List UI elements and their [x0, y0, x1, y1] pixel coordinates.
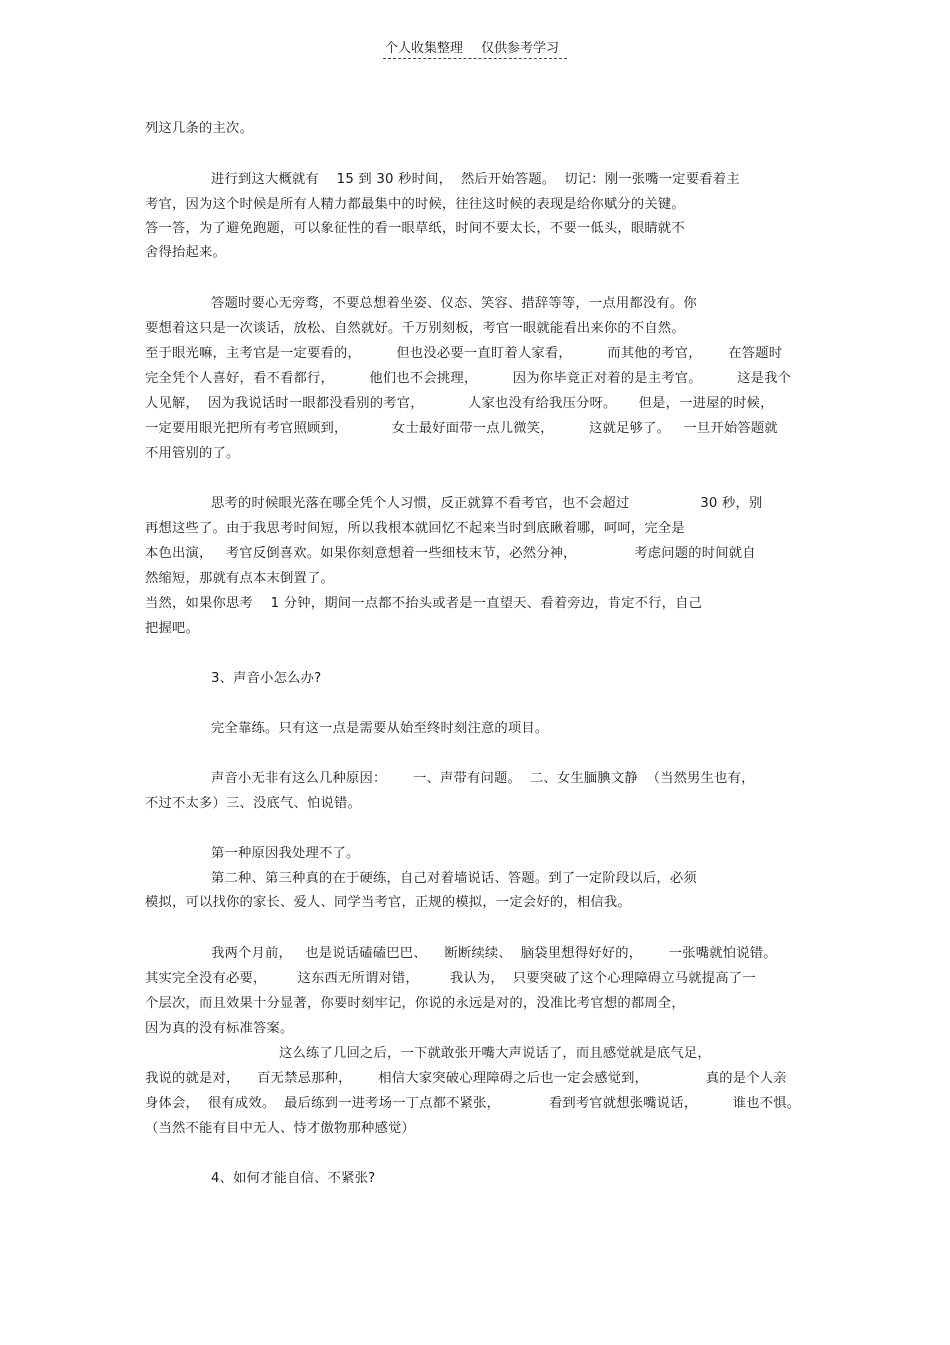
header-left-text: 个人收集整理: [385, 41, 464, 56]
header-right-text: 仅供参考学习: [481, 41, 560, 56]
section-heading: 3、声音小怎么办?: [211, 671, 322, 686]
text-line: 人见解， 因为我说话时一眼都没看别的考官， 人家也没有给我压分呀。 但是，一进屋的时候，: [145, 396, 774, 411]
paragraph-first-line: 第一种原因我处理不了。: [211, 846, 360, 861]
text-line: 然缩短，那就有点本末倒置了。: [145, 571, 334, 586]
text-line: 再想这些了。由于我思考时间短，所以我根本就回忆不起来当时到底瞅着哪，呵呵，完全是: [145, 521, 685, 536]
text-line: 不过不太多）三、没底气、怕说错。: [145, 796, 361, 811]
text-line: 因为真的没有标准答案。: [145, 1021, 294, 1036]
text-line: 答一答，为了避免跑题，可以象征性的看一眼草纸，时间不要太长，不要一低头，眼睛就不: [145, 221, 685, 236]
text-line: 我说的就是对， 百无禁忌那种， 相信大家突破心理障碍之后也一定会感觉到， 真的是个人亲: [145, 1071, 787, 1086]
text-line: 考官，因为这个时候是所有人精力都最集中的时候，往往这时候的表现是给你赋分的关键。: [145, 197, 685, 212]
text-line: 列这几条的主次。: [145, 121, 253, 136]
page-header: [385, 40, 567, 60]
text-line: 一定要用眼光把所有考官照顾到， 女士最好面带一点儿微笑， 这就足够了。 一旦开始答题就: [145, 421, 778, 436]
text-line: 本色出演， 考官反倒喜欢。如果你刻意想着一些细枝末节，必然分神， 考虑问题的时间就自: [145, 546, 756, 561]
paragraph-first-line: 思考的时候眼光落在哪全凭个人习惯，反正就算不看考官，也不会超过 30 秒，别: [211, 496, 763, 511]
text-line: 身体会， 很有成效。 最后练到一进考场一丁点都不紧张， 看到考官就想张嘴说话， 谁也不惧。: [145, 1096, 801, 1111]
paragraph-first-line: 声音小无非有这么几种原因： 一、声带有问题。 二、女生腼腆文静 （当然男生也有，: [211, 771, 755, 786]
text-line: 不用管别的了。: [145, 446, 240, 461]
text-line: 要想着这只是一次谈话，放松、自然就好。千万别刻板，考官一眼就能看出来你的不自然。: [145, 321, 685, 336]
text-line: 模拟，可以找你的家长、爱人、同学当考官，正规的模拟，一定会好的，相信我。: [145, 895, 631, 910]
text-line: 完全凭个人喜好，看不看都行， 他们也不会挑理， 因为你毕竟正对着的是主考官。 这是我个: [145, 371, 792, 386]
text-line: （当然不能有目中无人、恃才傲物那种感觉）: [145, 1121, 415, 1136]
text-line: 至于眼光嘛，主考官是一定要看的， 但也没必要一直盯着人家看， 而其他的考官， 在答题时: [145, 346, 783, 361]
text-line: 其实完全没有必要， 这东西无所谓对错， 我认为， 只要突破了这个心理障碍立马就提高了一: [145, 971, 756, 986]
paragraph-first-line: 答题时要心无旁骛，不要总想着坐姿、仪态、笑容、措辞等等，一点用都没有。你: [211, 296, 697, 311]
section-heading: 4、如何才能自信、不紧张?: [211, 1171, 376, 1186]
text-line: 当然，如果你思考 1 分钟，期间一点都不抬头或者是一直望天、看着旁边，肯定不行，自己: [145, 596, 703, 611]
paragraph-first-line: 第二种、第三种真的在于硬练，自己对着墙说话、答题。到了一定阶段以后，必须: [211, 871, 697, 886]
paragraph-first-line: 我两个月前， 也是说话磕磕巴巴、 断断续续、 脑袋里想得好好的， 一张嘴就怕说错。: [211, 946, 777, 961]
paragraph-first-line: 完全靠练。只有这一点是需要从始至终时刻注意的项目。: [211, 721, 549, 736]
text-line: 把握吧。: [145, 621, 199, 636]
text-line: 舍得抬起来。: [145, 245, 226, 260]
paragraph-first-line: 这么练了几回之后，一下就敢张开嘴大声说话了，而且感觉就是底气足，: [279, 1046, 711, 1061]
header-divider: [383, 58, 567, 59]
text-line: 个层次，而且效果十分显著，你要时刻牢记，你说的永远是对的，没准比考官想的都周全，: [145, 996, 685, 1011]
paragraph-first-line: 进行到这大概就有 15 到 30 秒时间， 然后开始答题。 切记：刚一张嘴一定要看着主: [211, 172, 740, 187]
